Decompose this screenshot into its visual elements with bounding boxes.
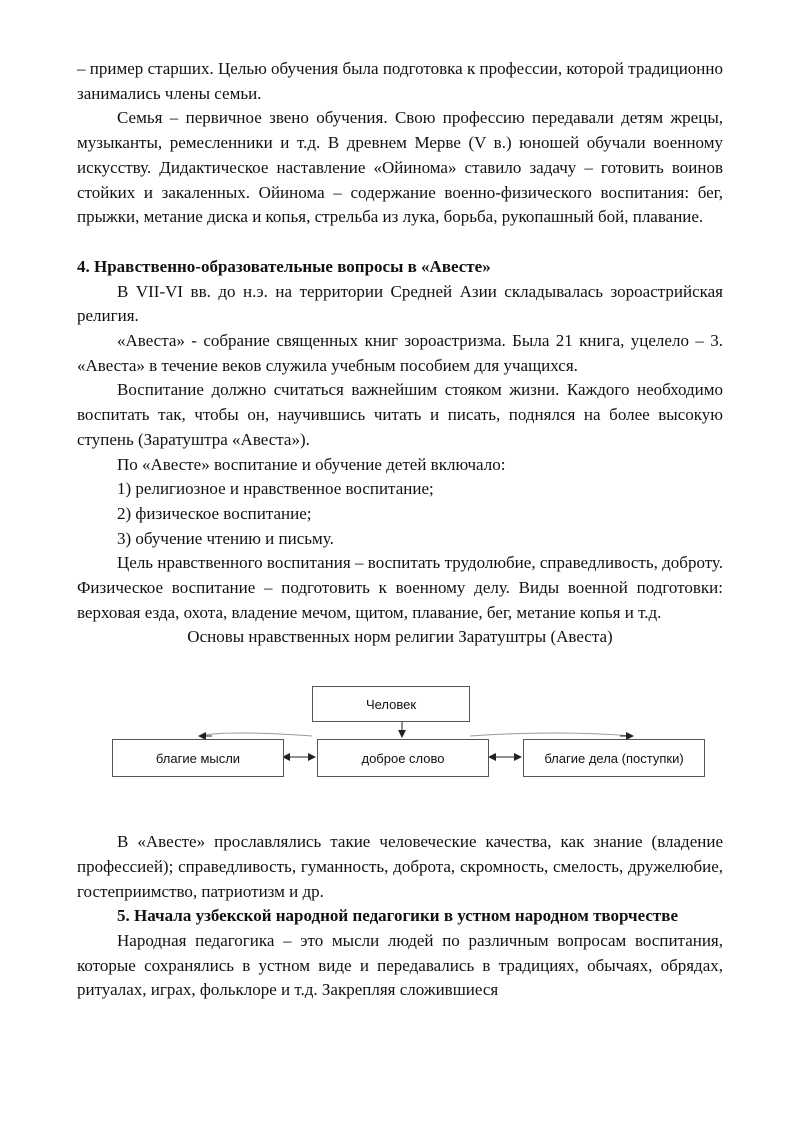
box-good-word: доброе слово <box>317 739 489 777</box>
paragraph: По «Авесте» воспитание и обучение детей включало: <box>117 454 506 474</box>
paragraph: Семья – первичное звено обучения. Свою профессию передавали детям жрецы, музыканты, ремесленники и т.д. В древнем Мерве (V в.) юношей обучали военному искусству. Дидактическое наставление «Ойинома» ставило задачу – готовить воинов стойких и закаленных. Ойинома – содержание военно-физического воспитания: бег, прыжки, метание диска и копья, стрельба из лука, борьба, рукопашный бой, плавание. <box>77 108 723 227</box>
paragraph: Народная педагогика – это мысли людей по различным вопросам воспитания, которые сохранялись в устном виде и передавались в традициях, обычаях, обрядах, ритуалах, играх, фольклоре и т.д. Закрепляя сложившиеся <box>77 930 723 1000</box>
box-good-thoughts: благие мысли <box>112 739 284 777</box>
paragraph: Цель нравственного воспитания – воспитать трудолюбие, справедливость, доброту. Физическое воспитание – подготовить к военному делу. Виды военной подготовки: верховая езда, охота, владение мечом, щитом, плавание, бег, метание копья и т.д. <box>77 553 723 622</box>
diagram-caption: Основы нравственных норм религии Заратуштры (Авеста) <box>187 627 613 647</box>
paragraph: В «Авесте» прославлялись такие человеческие качества, как знание (владение профессией); справедливость, гуманность, доброта, скромность, смелость, дружелюбие, гостеприимство, патриотизм и др. <box>77 832 723 901</box>
section-heading: 5. Начала узбекской народной педагогики в устном народном творчестве <box>117 906 678 926</box>
arrow-to-right <box>470 733 633 736</box>
section-heading: 4. Нравственно-образовательные вопросы в «Авесте» <box>77 256 491 276</box>
paragraph: В VII-VI вв. до н.э. на территории Средней Азии складывалась зороастрийская религия. <box>77 281 723 326</box>
list-item: 1) религиозное и нравственное воспитание; <box>117 479 434 499</box>
box-good-deeds: благие дела (поступки) <box>523 739 705 777</box>
document-body <box>77 57 723 1003</box>
paragraph: «Авеста» - собрание священных книг зороастризма. Была 21 книга, уцелело – 3. «Авеста» в течение веков служила учебным пособием для учащихся. <box>77 331 723 375</box>
box-person: Человек <box>312 686 470 722</box>
arrow-to-left <box>199 733 312 736</box>
paragraph: – пример старших. Целью обучения была подготовка к профессии, которой традиционно занимались члены семьи. <box>77 59 723 103</box>
diagram <box>77 650 723 830</box>
paragraph: Воспитание должно считаться важнейшим стояком жизни. Каждого необходимо воспитать так, чтобы он, научившись читать и писать, поднялся на более высокую ступень (Заратуштра «Авеста»). <box>77 380 723 449</box>
list-item: 3) обучение чтению и письму. <box>117 528 334 548</box>
list-item: 2) физическое воспитание; <box>117 503 312 523</box>
